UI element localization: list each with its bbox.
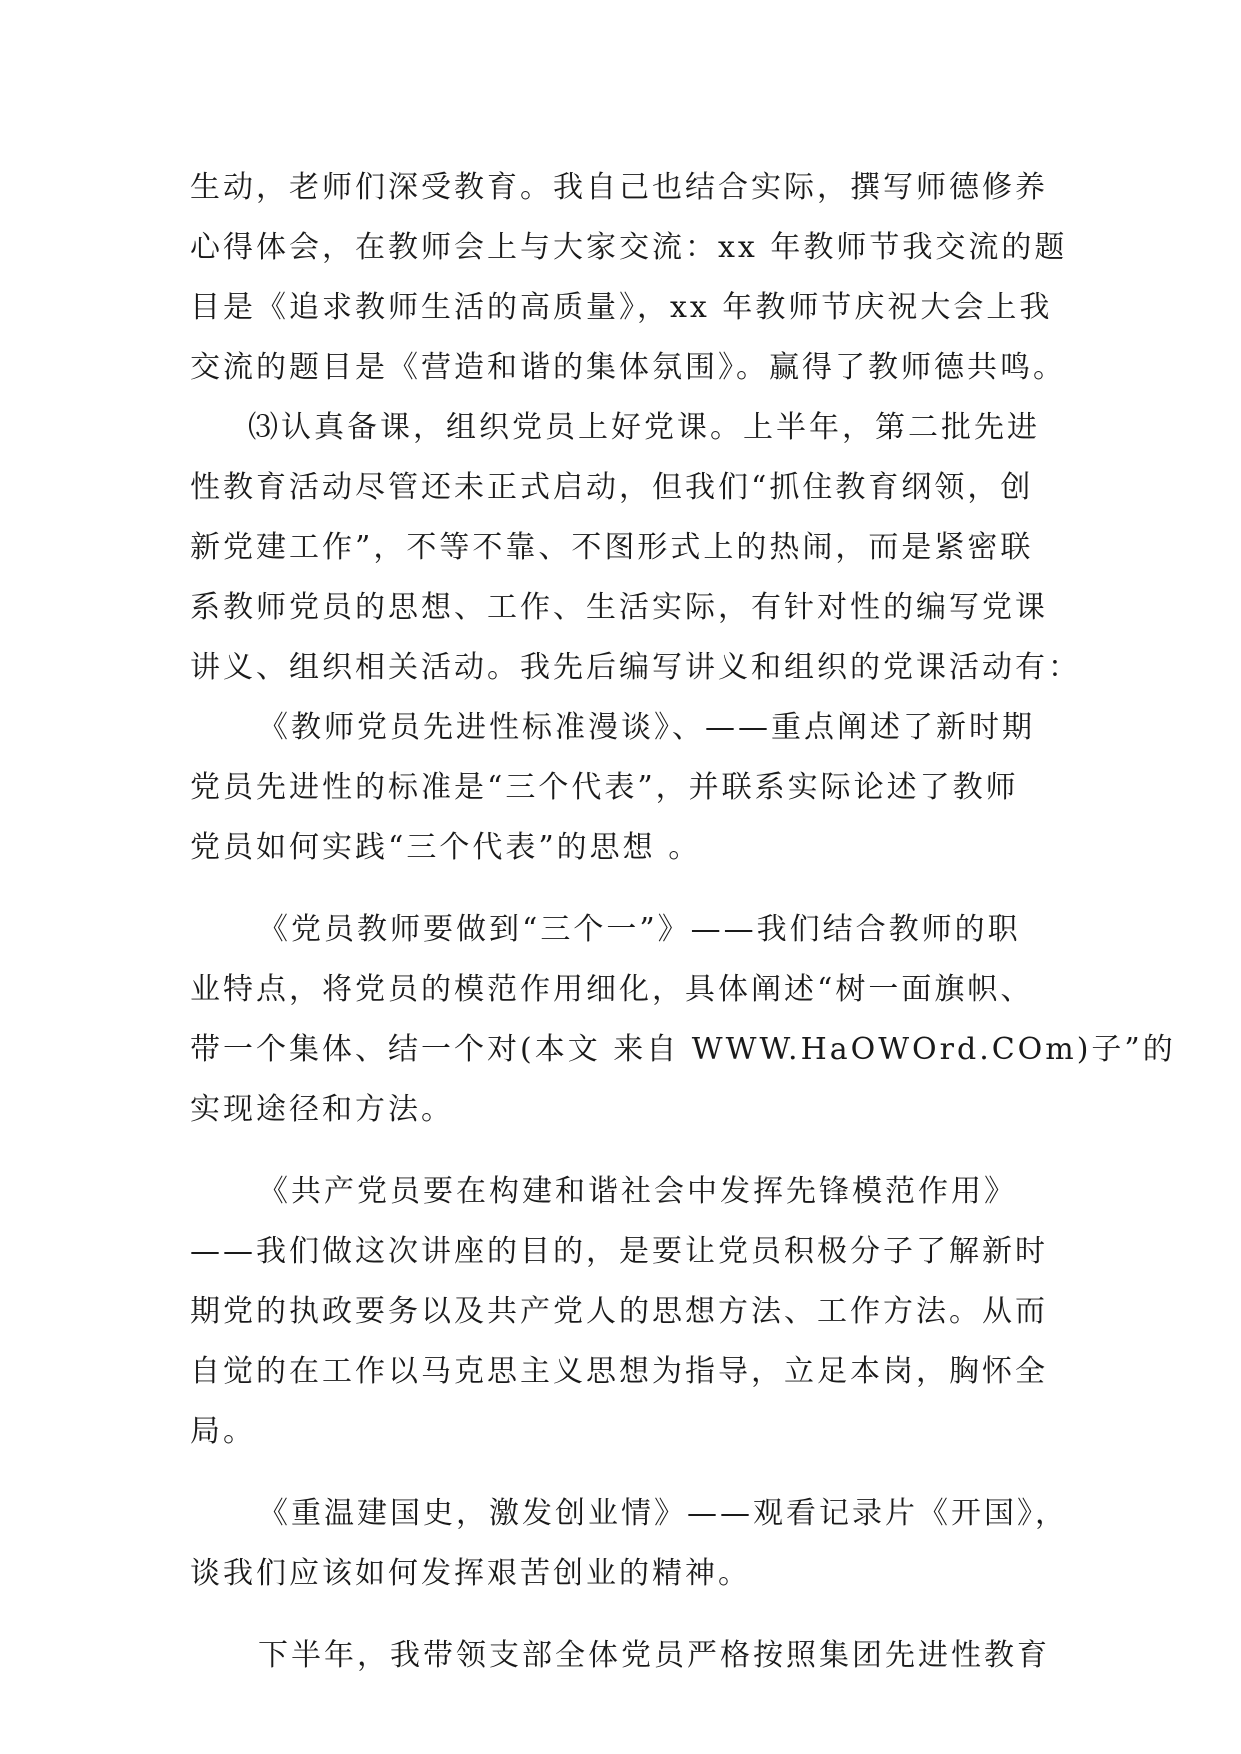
text-line: 《共产党员要在构建和谐社会中发挥先锋模范作用》 xyxy=(258,1174,1017,1209)
text-line: 谈我们应该如何发挥艰苦创业的精神。 xyxy=(190,1556,751,1591)
text-line: ⑶认真备课，组织党员上好党课。上半年，第二批先进 xyxy=(248,410,1040,445)
paragraph-gap xyxy=(190,1140,1070,1162)
text-line: 讲义、组织相关活动。我先后编写讲义和组织的党课活动有： xyxy=(190,650,1081,685)
text-line: 系教师党员的思想、工作、生活实际，有针对性的编写党课 xyxy=(190,590,1048,625)
paragraph-gap xyxy=(190,1462,1070,1484)
text-line: 党员如何实践“三个代表”的思想 。 xyxy=(190,830,702,865)
text-line: 目是《追求教师生活的高质量》，xx 年教师节庆祝大会上我 xyxy=(190,290,1053,325)
text-line: 新党建工作”，不等不靠、不图形式上的热闹，而是紧密联 xyxy=(190,530,1034,565)
text-line: 自觉的在工作以马克思主义思想为指导，立足本岗，胸怀全 xyxy=(190,1354,1048,1389)
text-line: 《党员教师要做到“三个一”》——我们结合教师的职 xyxy=(258,912,1021,947)
text-line: 实现途径和方法。 xyxy=(190,1092,454,1127)
body-text xyxy=(190,158,1176,1686)
text-line: 心得体会，在教师会上与大家交流：xx 年教师节我交流的题 xyxy=(190,230,1068,265)
text-line: 党员先进性的标准是“三个代表”，并联系实际论述了教师 xyxy=(190,770,1019,805)
text-line: 《教师党员先进性标准漫谈》、——重点阐述了新时期 xyxy=(258,710,1035,745)
paragraph-gap xyxy=(190,878,1070,900)
text-line: 《重温建国史，激发创业情》——观看记录片《开国》， xyxy=(258,1496,1068,1531)
paragraph-gap xyxy=(190,1604,1070,1626)
text-line: 带一个集体、结一个对(本文 来自 WWW.HaOWOrd.COm)子”的 xyxy=(190,1032,1176,1067)
text-line: 下半年，我带领支部全体党员严格按照集团先进性教育 xyxy=(258,1638,1050,1673)
text-line: 交流的题目是《营造和谐的集体氛围》。赢得了教师德共鸣。 xyxy=(190,350,1066,385)
text-line: 生动，老师们深受教育。我自己也结合实际，撰写师德修养 xyxy=(190,170,1048,205)
text-line: ——我们做这次讲座的目的，是要让党员积极分子了解新时 xyxy=(190,1234,1048,1269)
text-line: 性教育活动尽管还未正式启动，但我们“抓住教育纲领，创 xyxy=(190,470,1034,505)
text-line: 期党的执政要务以及共产党人的思想方法、工作方法。从而 xyxy=(190,1294,1048,1329)
text-line: 业特点，将党员的模范作用细化，具体阐述“树一面旗帜、 xyxy=(190,972,1034,1007)
text-line: 局。 xyxy=(190,1414,256,1449)
